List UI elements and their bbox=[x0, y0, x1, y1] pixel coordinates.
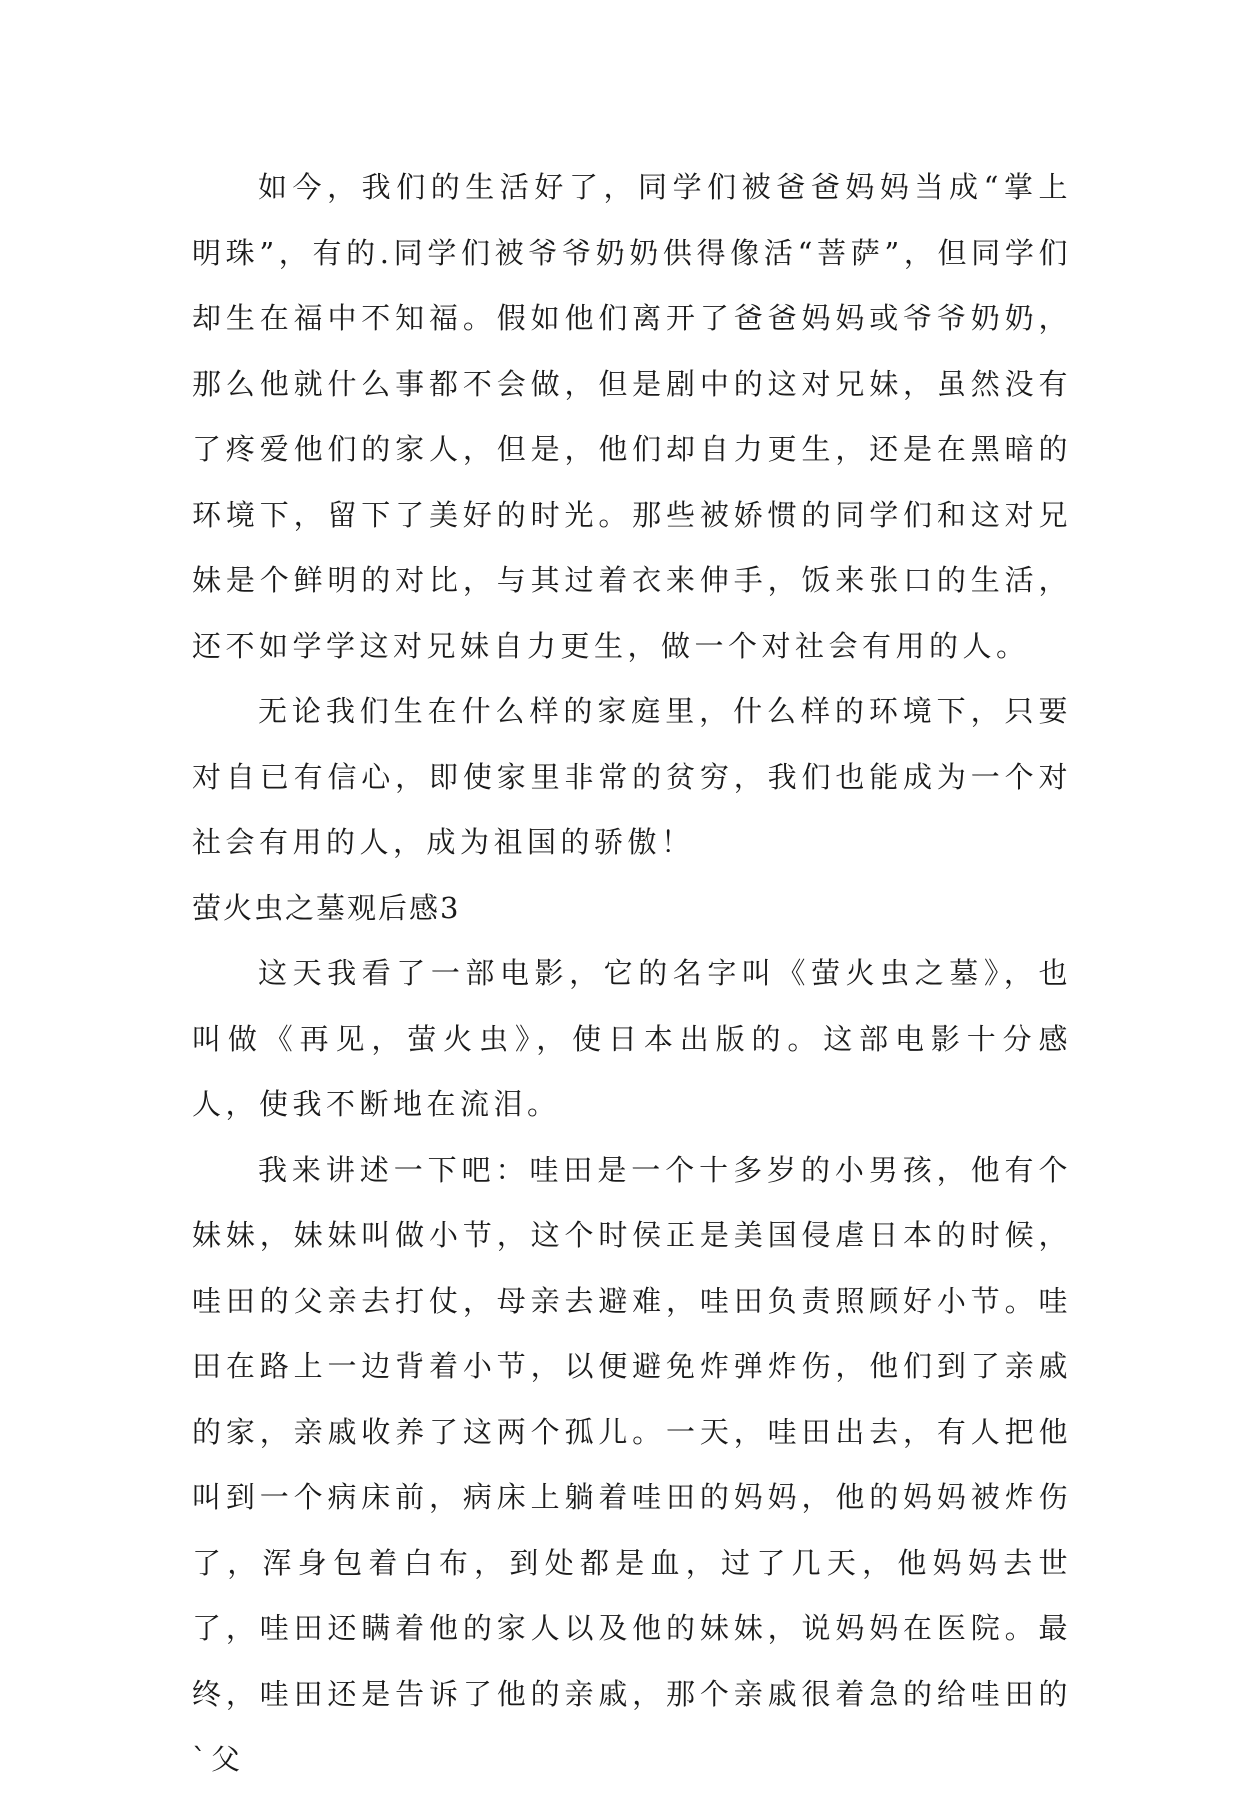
section-title: 萤火虫之墓观后感3 bbox=[192, 890, 461, 925]
paragraph-privileged-students: 如今，我们的生活好了，同学们被爸爸妈妈当成“掌上明珠”，有的.同学们被爷爷奶奶供得像活“菩萨”，但同学们却生在福中不知福。假如他们离开了爸爸妈妈或爷爷奶奶，那么他就什么事都不会做，但是剧中的这对兄妹，虽然没有了疼爱他们的家人，但是，他们却自力更生，还是在黑暗的环境下，留下了美好的时光。那些被娇惯的同学们和这对兄妹是个鲜明的对比，与其过着衣来伸手，饭来张口的生活，还不如学学这对兄妹自力更生，做一个对社会有用的人。 bbox=[192, 170, 1072, 663]
document-body bbox=[192, 155, 1072, 1793]
paragraph-story-summary: 我来讲述一下吧：哇田是一个十多岁的小男孩，他有个妹妹，妹妹叫做小节，这个时侯正是美国侵虐日本的时候，哇田的父亲去打仗，母亲去避难，哇田负责照顾好小节。哇田在路上一边背着小节，以便避免炸弹炸伤，他们到了亲戚的家，亲戚收养了这两个孤儿。一天，哇田出去，有人把他叫到一个病床前，病床上躺着哇田的妈妈，他的妈妈被炸伤了，浑身包着白布，到处都是血，过了几天，他妈妈去世了，哇田还瞒着他的家人以及他的妹妹，说妈妈在医院。最终，哇田还是告诉了他的亲戚，那个亲戚很着急的给哇田的`父 bbox=[192, 1152, 1072, 1776]
paragraph-self-confidence: 无论我们生在什么样的家庭里，什么样的环境下，只要对自已有信心，即使家里非常的贫穷，我们也能成为一个对社会有用的人，成为祖国的骄傲！ bbox=[192, 694, 1072, 859]
paragraph-movie-intro: 这天我看了一部电影，它的名字叫《萤火虫之墓》，也叫做《再见，萤火虫》，使日本出版的。这部电影十分感人，使我不断地在流泪。 bbox=[192, 956, 1072, 1121]
